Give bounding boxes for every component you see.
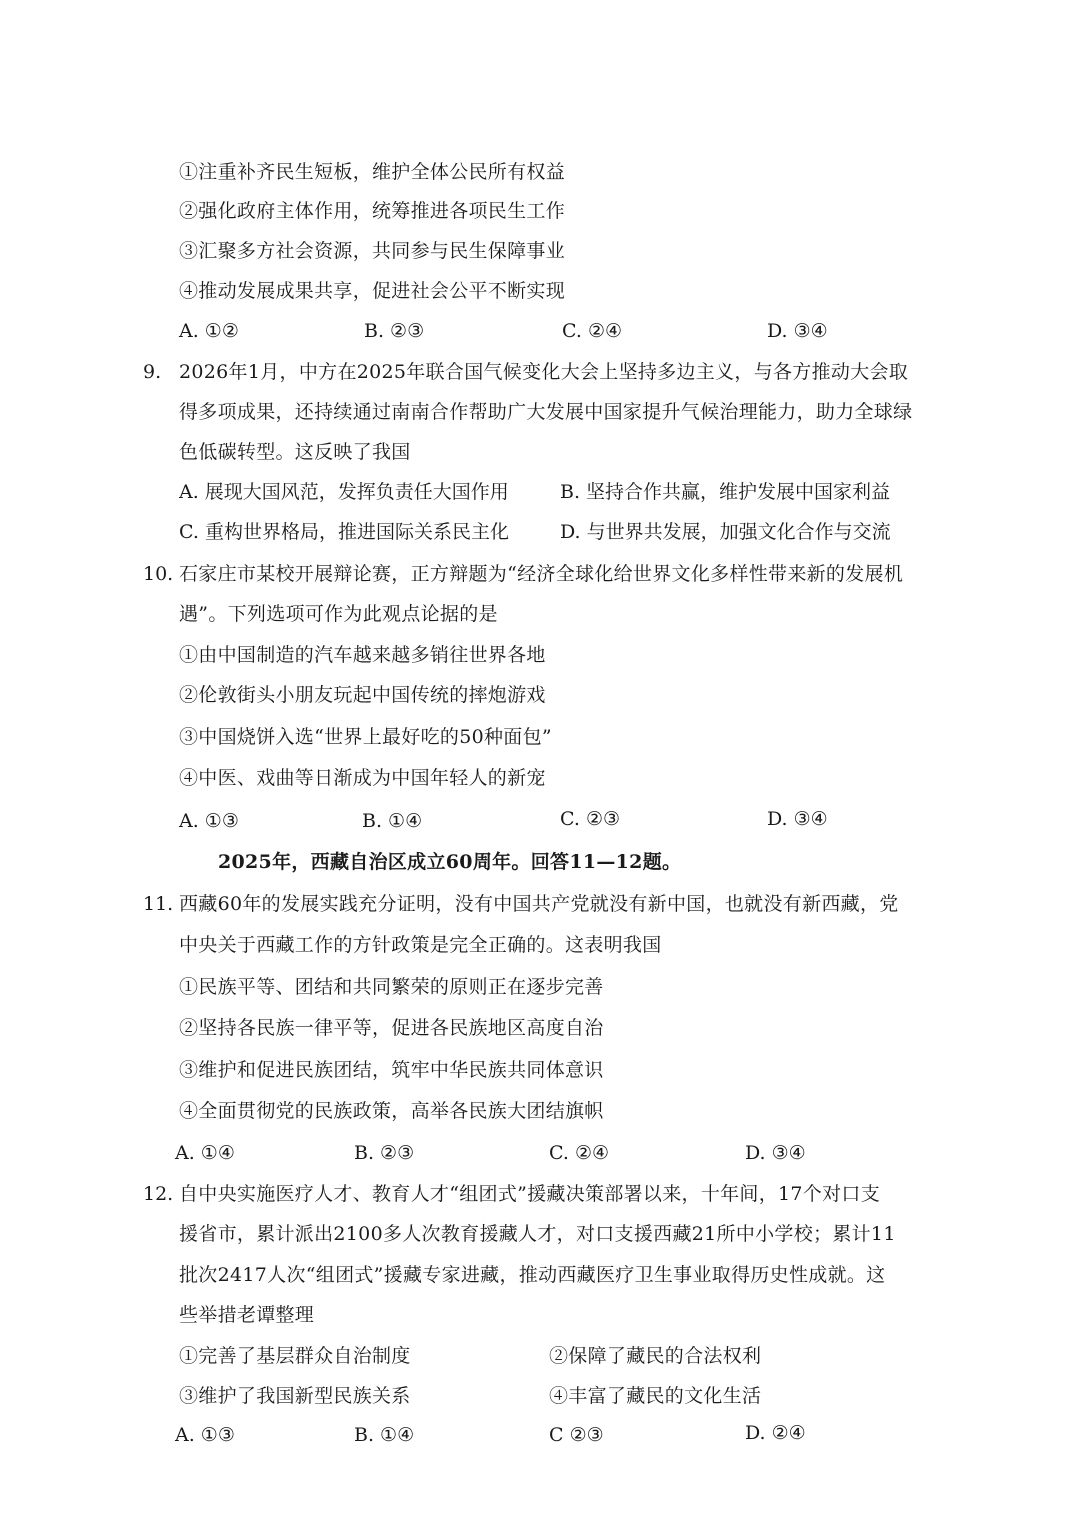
q10-option-d: D. ③④ bbox=[767, 808, 828, 830]
q12-stem-line-2: 援省市，累计派出2100多人次教育援藏人才，对口支援西藏21所中小学校；累计11 bbox=[179, 1223, 896, 1245]
q10-option-a: A. ①③ bbox=[179, 810, 239, 832]
q11-option-b: B. ②③ bbox=[354, 1142, 415, 1164]
q10-item-2: ②伦敦街头小朋友玩起中国传统的摔炮游戏 bbox=[179, 684, 546, 706]
q9-stem-line-1: 2026年1月，中方在2025年联合国气候变化大会上坚持多边主义，与各方推动大会取 bbox=[179, 361, 909, 383]
q12-number: 12. bbox=[143, 1183, 174, 1205]
q12-stem-line-1: 自中央实施医疗人才、教育人才“组团式”援藏决策部署以来，十年间，17个对口支 bbox=[179, 1183, 881, 1205]
q12-item-3: ③维护了我国新型民族关系 bbox=[179, 1385, 411, 1407]
q11-12-intro: 2025年，西藏自治区成立60周年。回答11—12题。 bbox=[218, 851, 682, 873]
q11-stem-line-1: 西藏60年的发展实践充分证明，没有中国共产党就没有新中国，也就没有新西藏，党 bbox=[179, 893, 899, 915]
q10-option-c: C. ②③ bbox=[560, 808, 621, 830]
q12-option-b: B. ①④ bbox=[354, 1424, 415, 1446]
q8-option-a: A. ①② bbox=[179, 320, 239, 342]
q9-option-c: C. 重构世界格局，推进国际关系民主化 bbox=[179, 521, 509, 543]
q9-option-a: A. 展现大国风范，发挥负责任大国作用 bbox=[179, 481, 509, 503]
q10-item-4: ④中医、戏曲等日渐成为中国年轻人的新宠 bbox=[179, 767, 546, 789]
q8-item-4: ④推动发展成果共享，促进社会公平不断实现 bbox=[179, 280, 566, 302]
q12-option-d: D. ②④ bbox=[745, 1422, 806, 1444]
q8-option-d: D. ③④ bbox=[767, 320, 828, 342]
q10-stem-line-2: 遇”。下列选项可作为此观点论据的是 bbox=[179, 603, 498, 625]
q11-item-2: ②坚持各民族一律平等，促进各民族地区高度自治 bbox=[179, 1017, 604, 1039]
q11-item-4: ④全面贯彻党的民族政策，高举各民族大团结旗帜 bbox=[179, 1100, 604, 1122]
q12-stem-line-3: 批次2417人次“组团式”援藏专家进藏，推动西藏医疗卫生事业取得历史性成就。这 bbox=[179, 1264, 886, 1286]
q10-stem-line-1: 石家庄市某校开展辩论赛，正方辩题为“经济全球化给世界文化多样性带来新的发展机 bbox=[179, 563, 904, 585]
q12-item-4: ④丰富了藏民的文化生活 bbox=[549, 1385, 762, 1407]
q9-option-b: B. 坚持合作共赢，维护发展中国家利益 bbox=[560, 481, 891, 503]
q9-option-d: D. 与世界共发展，加强文化合作与交流 bbox=[560, 521, 891, 543]
q9-number: 9. bbox=[143, 361, 162, 383]
q12-item-1: ①完善了基层群众自治制度 bbox=[179, 1345, 411, 1367]
q8-option-c: C. ②④ bbox=[562, 320, 623, 342]
q8-item-3: ③汇聚多方社会资源，共同参与民生保障事业 bbox=[179, 240, 566, 262]
q10-number: 10. bbox=[143, 563, 174, 585]
q11-option-a: A. ①④ bbox=[175, 1142, 235, 1164]
q12-option-c: C ②③ bbox=[549, 1424, 604, 1446]
q11-item-3: ③维护和促进民族团结，筑牢中华民族共同体意识 bbox=[179, 1059, 604, 1081]
q9-stem-line-2: 得多项成果，还持续通过南南合作帮助广大发展中国家提升气候治理能力，助力全球绿 bbox=[179, 401, 913, 423]
q9-stem-line-3: 色低碳转型。这反映了我国 bbox=[179, 441, 411, 463]
q12-stem-line-4: 些举措老谭整理 bbox=[179, 1304, 315, 1326]
q8-item-1: ①注重补齐民生短板，维护全体公民所有权益 bbox=[179, 161, 566, 183]
q8-option-b: B. ②③ bbox=[364, 320, 425, 342]
q11-item-1: ①民族平等、团结和共同繁荣的原则正在逐步完善 bbox=[179, 976, 604, 998]
q11-option-d: D. ③④ bbox=[745, 1142, 806, 1164]
q12-item-2: ②保障了藏民的合法权利 bbox=[549, 1345, 762, 1367]
q11-stem-line-2: 中央关于西藏工作的方针政策是完全正确的。这表明我国 bbox=[179, 934, 662, 956]
q10-option-b: B. ①④ bbox=[362, 810, 423, 832]
q11-number: 11. bbox=[143, 893, 174, 915]
q11-option-c: C. ②④ bbox=[549, 1142, 610, 1164]
q8-item-2: ②强化政府主体作用，统筹推进各项民生工作 bbox=[179, 200, 566, 222]
q10-item-1: ①由中国制造的汽车越来越多销往世界各地 bbox=[179, 644, 546, 666]
q12-option-a: A. ①③ bbox=[175, 1424, 235, 1446]
q10-item-3: ③中国烧饼入选“世界上最好吃的50种面包” bbox=[179, 726, 552, 748]
